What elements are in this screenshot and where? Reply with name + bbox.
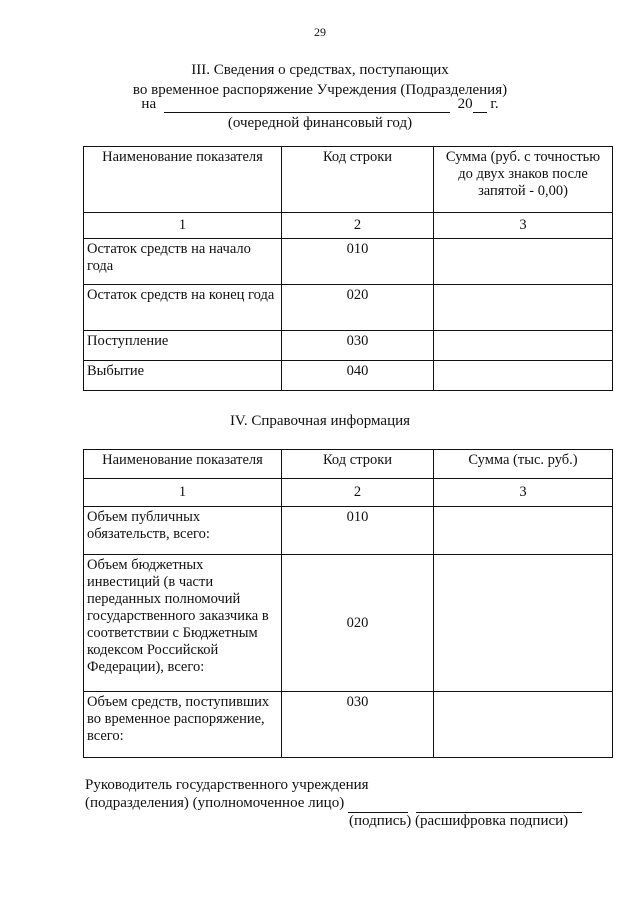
table-row [84,555,613,692]
header-code: Код строки [282,147,434,213]
header-sum: Сумма (тыс. руб.) [434,450,613,479]
header-row [84,147,613,213]
col-number: 2 [282,213,434,239]
row-name: Поступление [84,331,282,361]
row-sum [434,507,613,555]
row-name: Выбытие [84,361,282,391]
row-sum [434,361,613,391]
col-number: 1 [84,479,282,507]
table-row [84,692,613,758]
col-number: 2 [282,479,434,507]
header-indicator: Наименование показателя [84,450,282,479]
date-blank [164,97,450,113]
footer-line2 [85,794,582,813]
section4-title: IV. Справочная информация [229,413,411,429]
year-blank [473,97,487,113]
row-code: 040 [282,361,434,391]
row-name: Объем публичных обязательств, всего: [84,507,282,555]
date-line [0,96,640,113]
signature-blank [348,798,408,813]
date-prefix: на [141,96,157,112]
table-row [84,507,613,555]
table-row [84,361,613,391]
row-code: 010 [282,239,434,285]
row-sum [434,692,613,758]
signature-caption: (подпись) [349,813,412,829]
row-sum [434,555,613,692]
table-row [84,239,613,285]
column-number-row [84,213,613,239]
header-indicator: Наименование показателя [84,147,282,213]
decoding-caption: (расшифровка подписи) [415,813,569,829]
row-code: 020 [282,555,434,692]
table-row [84,331,613,361]
row-name: Объем бюджетных инвестиций (в части переданных полномочий государственного заказчика в соответствии с Бюджетным кодексом Российской Федерации), всего: [84,555,282,692]
header-row [84,450,613,479]
col-number: 3 [434,213,613,239]
section3-title-line1: III. Сведения о средствах, поступающих [191,62,449,78]
column-number-row [84,479,613,507]
row-sum [434,331,613,361]
signature-captions [349,813,568,830]
footer-line2-text: (подразделения) (уполномоченное лицо) [85,795,345,811]
row-code: 030 [282,692,434,758]
date-suffix: г. [490,96,499,112]
section3-table [83,146,613,391]
row-name: Объем средств, поступивших во временное распоряжение, всего: [84,692,282,758]
row-code: 010 [282,507,434,555]
footer-line1: Руководитель государственного учреждения [85,777,369,793]
section3-title [0,60,640,100]
date-year: 20 [457,96,473,112]
row-name: Остаток средств на начало года [84,239,282,285]
section3-title-line2: во временное распоряжение Учреждения (Подразделения) [132,82,508,98]
row-sum [434,239,613,285]
table-row [84,285,613,331]
header-sum: Сумма (руб. с точностью до двух знаков после запятой - 0,00) [434,147,613,213]
row-name: Остаток средств на конец года [84,285,282,331]
header-code: Код строки [282,450,434,479]
section4-table [83,449,613,758]
page-number: 29 [314,25,326,39]
row-code: 020 [282,285,434,331]
col-number: 1 [84,213,282,239]
date-caption: (очередной финансовый год) [227,115,413,131]
decoding-blank [416,798,582,813]
row-code: 030 [282,331,434,361]
col-number: 3 [434,479,613,507]
row-sum [434,285,613,331]
